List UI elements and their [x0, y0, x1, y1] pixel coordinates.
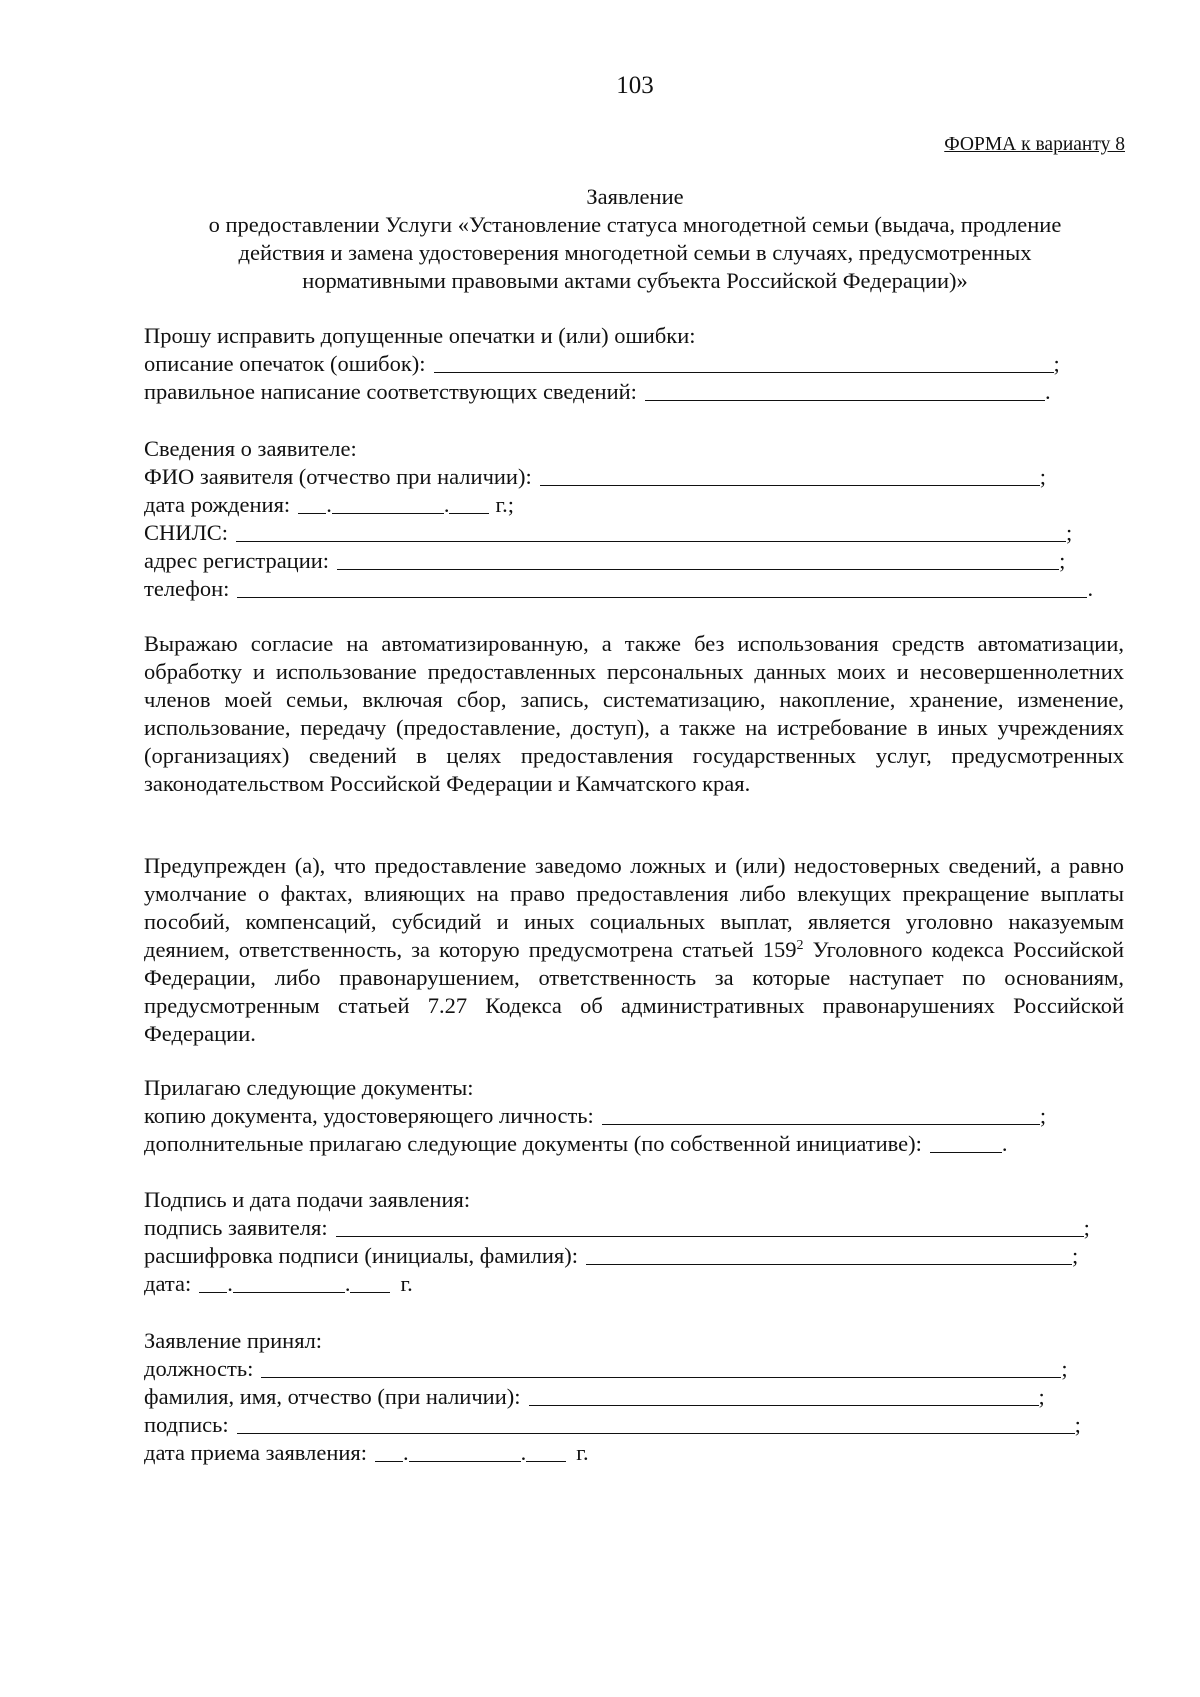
- corrections-section: Прошу исправить допущенные опечатки и (или) ошибки: описание опечаток (ошибок): ; правильное написание соответствующих сведений: .: [144, 323, 1060, 404]
- id-copy-input[interactable]: [602, 1123, 1040, 1125]
- documents-heading: Прилагаю следующие документы:: [144, 1075, 474, 1100]
- birth-day-input[interactable]: [298, 512, 326, 514]
- signature-year-suffix: г.: [400, 1271, 413, 1296]
- accepted-fio-input[interactable]: [529, 1404, 1039, 1406]
- phone-input[interactable]: [237, 596, 1087, 598]
- signature-date-label: дата:: [144, 1271, 192, 1296]
- title-line-2: о предоставлении Услуги «Установление статуса многодетной семьи (выдача, продление: [208, 212, 1062, 237]
- address-label: адрес регистрации:: [144, 548, 330, 573]
- document-title: [140, 183, 1130, 295]
- page-number: 103: [616, 72, 654, 99]
- form-variant-label: ФОРМА к варианту 8: [944, 134, 1125, 155]
- typo-input[interactable]: [434, 371, 1054, 373]
- accepted-sign-label: подпись:: [144, 1412, 229, 1437]
- accepted-position-input[interactable]: [261, 1376, 1061, 1378]
- accepted-sign-input[interactable]: [237, 1432, 1075, 1434]
- signature-month-input[interactable]: [233, 1291, 345, 1293]
- typo-label: описание опечаток (ошибок):: [144, 351, 426, 376]
- signature-label: подпись заявителя:: [144, 1215, 328, 1240]
- accepted-section: Заявление принял: должность: ; фамилия, имя, отчество (при наличии): ; подпись: ; дата приема заявления: . . г.: [144, 1328, 1081, 1465]
- documents-section: Прилагаю следующие документы: копию документа, удостоверяющего личность: ; дополнительные прилагаю следующие документы (по собственной инициативе): .: [144, 1075, 1047, 1156]
- additional-docs-label: дополнительные прилагаю следующие документы (по собственной инициативе):: [144, 1131, 922, 1156]
- id-copy-label: копию документа, удостоверяющего личность:: [144, 1103, 594, 1128]
- applicant-section: Сведения о заявителе: ФИО заявителя (отчество при наличии): ; дата рождения: . . г.; СНИЛС: ; адрес регистрации: ; телефон: .: [144, 436, 1094, 601]
- warning-text-before: Предупрежден (а), что предоставление заведомо ложных и (или) недостоверных сведений, а равно умолчание о фактах, влияющих на право предоставления либо влекущих прекращение выплаты пособий, компенсаций, субсидий и иных социальных выплат, является уголовно наказуемым деянием, ответственность, за которую предусмотрена статьей 159: [144, 853, 1124, 962]
- consent-paragraph: Выражаю согласие на автоматизированную, а также без использования средств автоматизации, обработку и использование предоставленных персональных данных моих и несовершеннолетних членов моей семьи, включая сбор, запись, систематизацию, накопление, хранение, изменение, использование, передачу (предоставление, доступ), а также на истребование в иных учреждениях (организациях) сведений в целях предоставления государственных услуг, предусмотренных законодательством Российской Федерации и Камчатского края.: [144, 631, 1124, 796]
- birth-year-suffix: г.;: [495, 492, 515, 517]
- accepted-date-label: дата приема заявления:: [144, 1440, 368, 1465]
- correct-input[interactable]: [645, 399, 1045, 401]
- signature-day-input[interactable]: [199, 1291, 227, 1293]
- accepted-heading: Заявление принял:: [144, 1328, 323, 1353]
- warning-paragraph: [144, 852, 1124, 1048]
- signature-heading: Подпись и дата подачи заявления:: [144, 1187, 471, 1212]
- accepted-year-input[interactable]: [526, 1460, 566, 1462]
- correct-label: правильное написание соответствующих сведений:: [144, 379, 637, 404]
- title-line-3: действия и замена удостоверения многодетной семьи в случаях, предусмотренных: [238, 240, 1032, 265]
- applicant-fio-input[interactable]: [540, 484, 1040, 486]
- accepted-year-suffix: г.: [576, 1440, 589, 1465]
- snils-label: СНИЛС:: [144, 520, 229, 545]
- signature-decode-input[interactable]: [586, 1263, 1072, 1265]
- accepted-position-label: должность:: [144, 1356, 254, 1381]
- signature-year-input[interactable]: [350, 1291, 390, 1293]
- accepted-month-input[interactable]: [409, 1460, 521, 1462]
- signature-decode-label: расшифровка подписи (инициалы, фамилия):: [144, 1243, 579, 1268]
- warning-text-after: Уголовного кодекса Российской Федерации, либо правонарушением, ответственность за которые наступает по основаниям, предусмотренным статьей 7.27 Кодекса об административных правонарушениях Российской Федерации.: [144, 937, 1125, 1046]
- birth-date-label: дата рождения:: [144, 492, 291, 517]
- applicant-fio-label: ФИО заявителя (отчество при наличии):: [144, 464, 532, 489]
- signature-section: Подпись и дата подачи заявления: подпись заявителя: ; расшифровка подписи (инициалы, фамилия): ; дата: . . г.: [144, 1187, 1090, 1296]
- phone-label: телефон:: [144, 576, 230, 601]
- accepted-day-input[interactable]: [375, 1460, 403, 1462]
- additional-docs-input[interactable]: [930, 1151, 1002, 1153]
- birth-month-input[interactable]: [332, 512, 444, 514]
- snils-input[interactable]: [236, 540, 1066, 542]
- birth-year-input[interactable]: [449, 512, 489, 514]
- warning-superscript: 2: [796, 938, 804, 953]
- corrections-heading: Прошу исправить допущенные опечатки и (или) ошибки:: [144, 323, 696, 348]
- accepted-fio-label: фамилия, имя, отчество (при наличии):: [144, 1384, 521, 1409]
- address-input[interactable]: [337, 568, 1059, 570]
- applicant-heading: Сведения о заявителе:: [144, 436, 357, 461]
- signature-input[interactable]: [336, 1235, 1084, 1237]
- title-line-1: Заявление: [586, 184, 684, 209]
- title-line-4: нормативными правовыми актами субъекта Российской Федерации)»: [302, 268, 968, 293]
